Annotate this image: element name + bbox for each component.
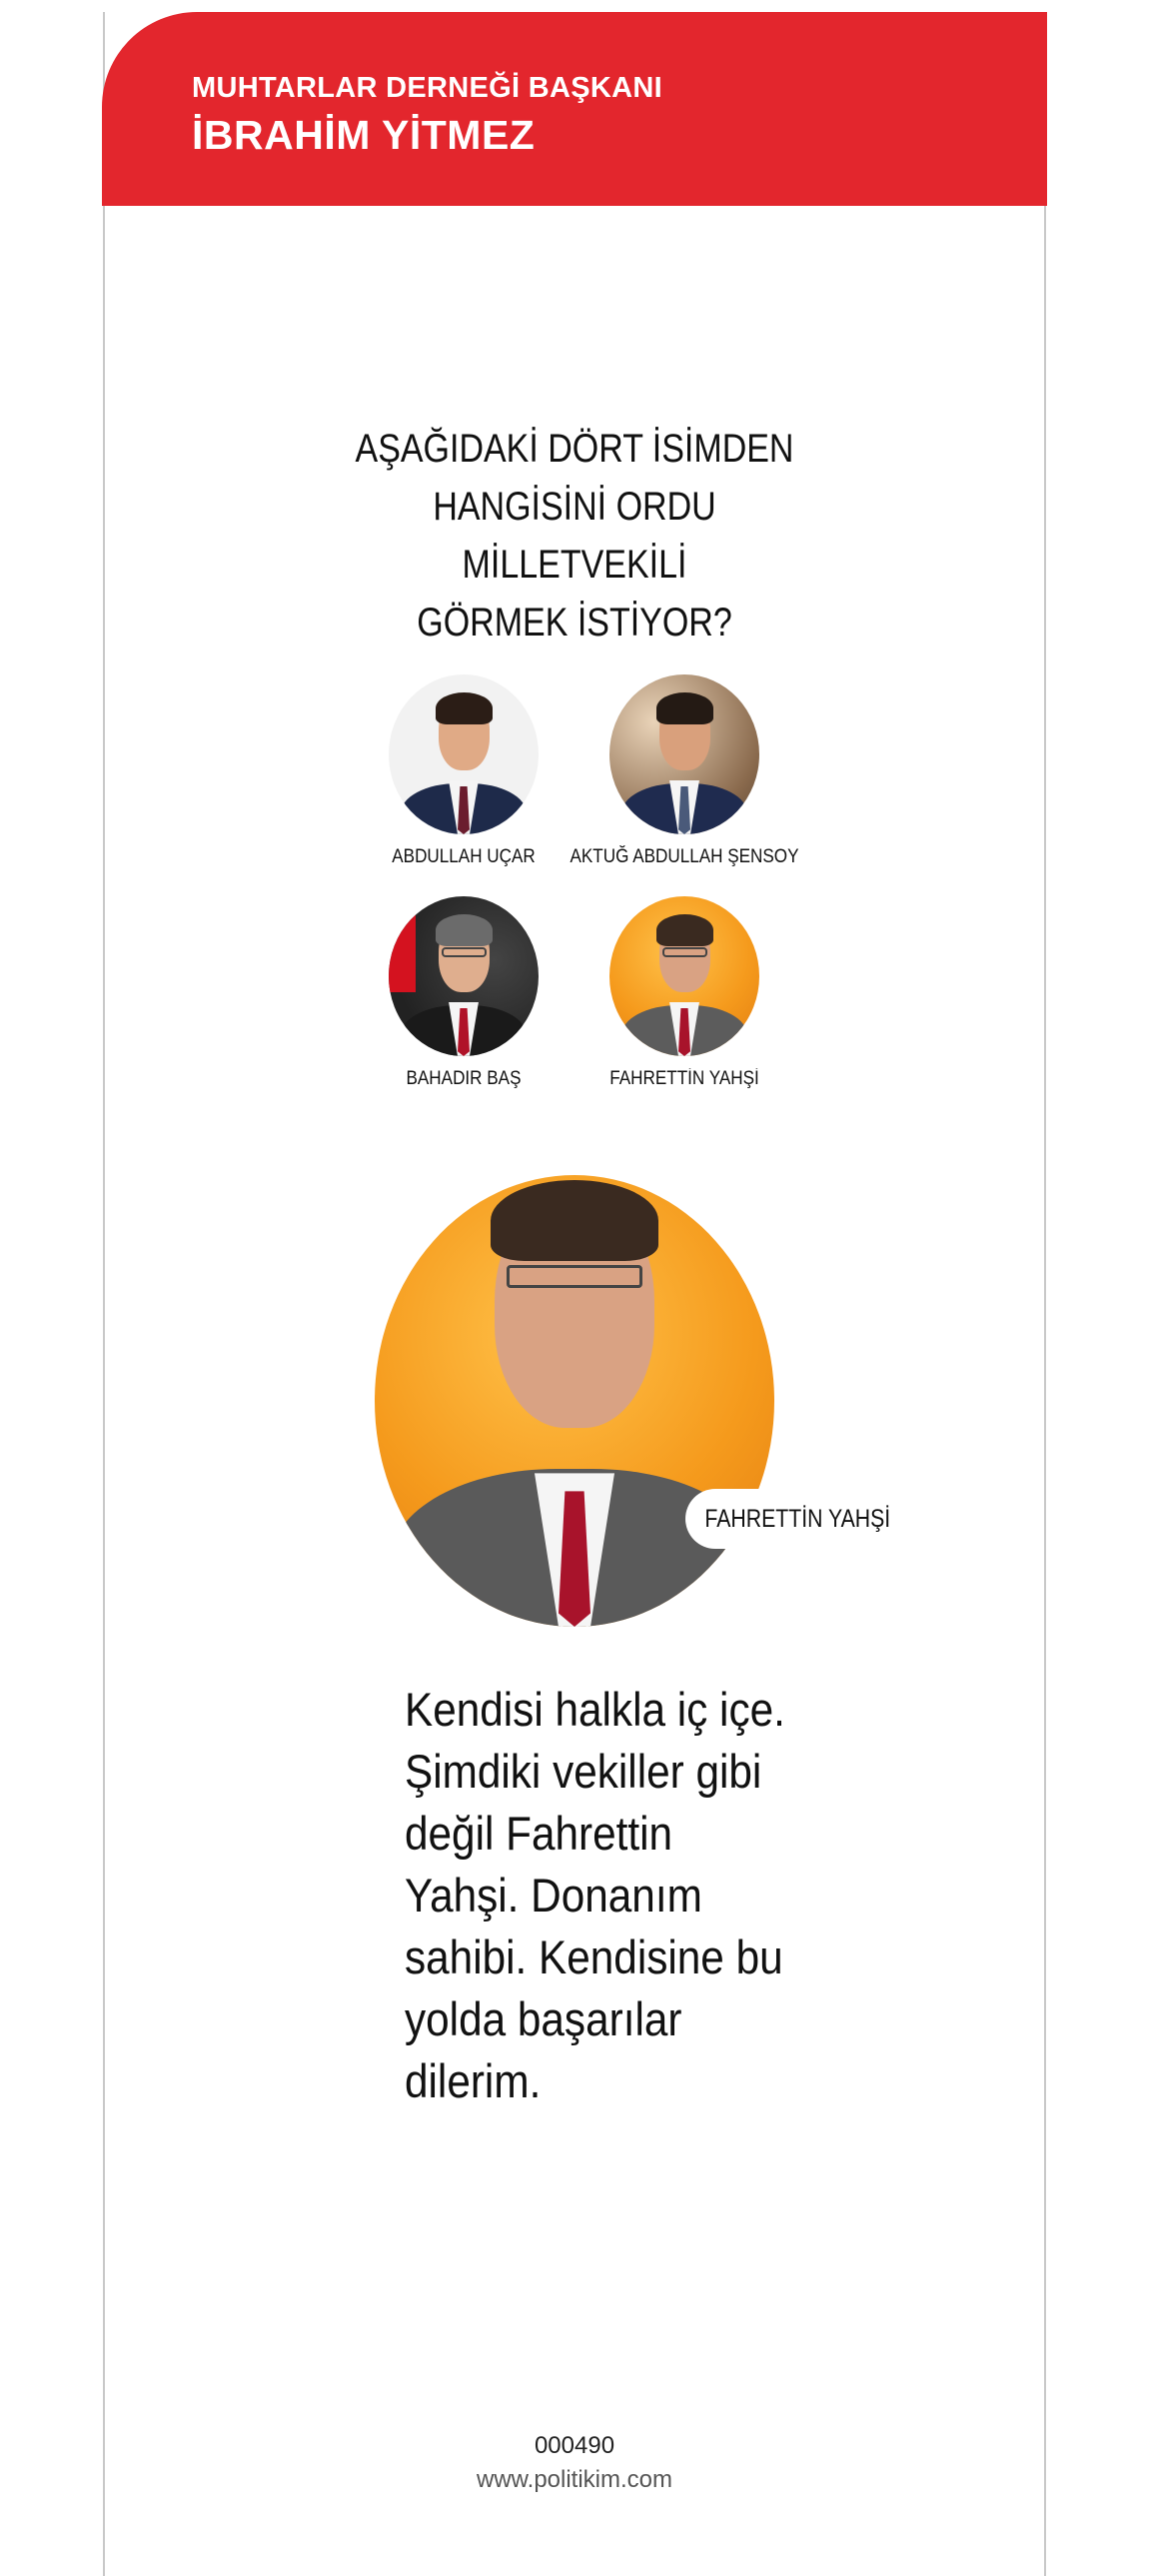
- quote-line: Kendisi halkla iç içe.: [405, 1683, 785, 1736]
- header-name: İBRAHİM YİTMEZ: [192, 112, 536, 158]
- selected-candidate-photo: [375, 1175, 774, 1627]
- quote-line: dilerim.: [405, 2054, 542, 2107]
- candidate-photo: [609, 674, 759, 834]
- footer-code: 000490: [534, 2432, 615, 2459]
- question-line: GÖRMEK İSTİYOR?: [417, 601, 732, 644]
- quote-line: yolda başarılar: [405, 1992, 682, 2045]
- question-line: AŞAĞIDAKİ DÖRT İSİMDEN: [355, 427, 794, 471]
- candidate-name: AKTUĞ ABDULLAH ŞENSOY: [570, 846, 799, 867]
- candidate-name: FAHRETTİN YAHŞİ: [609, 1068, 759, 1089]
- candidate-name: BAHADIR BAŞ: [406, 1068, 522, 1089]
- selected-candidate-label: [685, 1489, 910, 1549]
- quote-line: Şimdiki vekiller gibi: [405, 1745, 762, 1798]
- header-subtitle: MUHTARLAR DERNEĞİ BAŞKANI: [192, 72, 662, 104]
- candidate-photo: [609, 896, 759, 1056]
- quote-line: sahibi. Kendisine bu: [405, 1931, 783, 1983]
- candidate-photo: [389, 896, 539, 1056]
- quote-line: değil Fahrettin: [405, 1807, 673, 1860]
- candidate-fahrettin-yahsi: [555, 896, 814, 1090]
- quote-line: Yahşi. Donanım: [405, 1869, 702, 1922]
- candidate-aktug-abdullah-sensoy: [555, 674, 814, 868]
- question-text: [320, 420, 829, 651]
- question-line: HANGİSİNİ ORDU MİLLETVEKİLİ: [433, 485, 716, 587]
- header-banner: [102, 12, 1047, 206]
- candidate-name: ABDULLAH UÇAR: [392, 846, 536, 867]
- candidate-photo: [389, 674, 539, 834]
- footer-site-link[interactable]: www.politikim.com: [476, 2466, 673, 2493]
- selected-candidate-name: FAHRETTİN YAHŞİ: [704, 1504, 891, 1533]
- quote-text: [405, 1679, 824, 2112]
